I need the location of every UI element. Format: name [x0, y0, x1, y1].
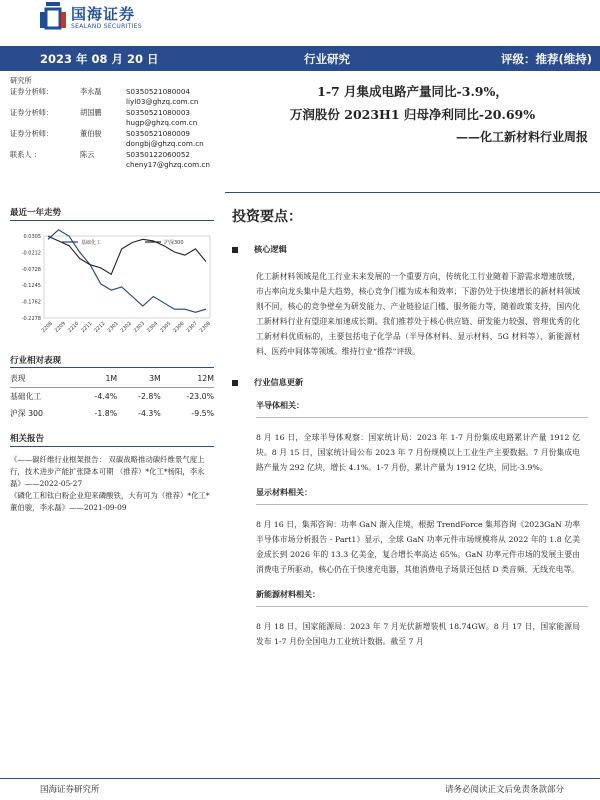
- report-rating: 评级：推荐(维持): [500, 52, 592, 66]
- x-tick-label: 2302: [119, 320, 133, 334]
- x-tick-label: 2301: [106, 320, 120, 334]
- display-paragraph: 8 月 16 日，集邦咨询：功率 GaN 渐入佳境，根据 TrendForce 集邦咨询《2023GaN 功率半导体市场分析报告 - Part1》显示，全球 GaN 功率元件市场规模将从 2022 年的 1.8 亿美金成长到 2026 年的 13.3 亿美金，复合增长率高达 65%。GaN 功率元件市场的发展主要由消费电子所驱动，核心仍在于快速充电器，其他消费电子场景还包括 D 类音频、无线充电等。: [256, 520, 580, 574]
- title-rule: [225, 192, 600, 193]
- analyst-name: 李永磊: [80, 86, 102, 96]
- analyst-role: [10, 97, 80, 108]
- analyst-name: 陈云: [80, 149, 95, 159]
- analyst-contact: S0350122060052: [126, 149, 191, 159]
- legend-label: 基础化工: [81, 240, 102, 246]
- analyst-name: [80, 139, 126, 150]
- performance-cell: 基础化工: [10, 392, 42, 401]
- analyst-row: [10, 160, 210, 171]
- square-bullet-icon: [232, 380, 238, 386]
- y-tick-label: 0.0305: [23, 234, 41, 240]
- analyst-row: [10, 108, 210, 119]
- chart-frame: [44, 236, 210, 318]
- report-date: 2023 年 08 月 20 日: [40, 52, 159, 66]
- analyst-row: [10, 150, 210, 161]
- sidebar: [0, 72, 215, 772]
- brand-logo: [40, 2, 180, 34]
- performance-label: 行业相对表现: [10, 356, 62, 366]
- x-tick-label: 2306: [172, 320, 186, 334]
- x-tick-label: 2210: [67, 320, 81, 334]
- analyst-contact: S0350521080003: [126, 107, 191, 117]
- analyst-row: [10, 139, 210, 150]
- analyst-row: [10, 129, 210, 140]
- x-tick-label: 2308: [198, 320, 212, 334]
- investment-heading: 投资要点：: [232, 209, 302, 225]
- analyst-role: 证券分析师：: [10, 86, 54, 96]
- x-tick-label: 2307: [185, 320, 199, 334]
- x-tick-label: 2208: [40, 320, 54, 334]
- related-rule: [10, 446, 214, 447]
- section-core-logic-title: 核心逻辑: [254, 244, 287, 254]
- x-tick-label: 2304: [146, 320, 160, 334]
- analyst-role: 联系人 ：: [10, 149, 42, 159]
- x-tick-label: 2305: [159, 320, 173, 334]
- x-tick-label: 2211: [80, 320, 94, 334]
- analyst-contact: hugp@ghzq.com.cn: [126, 118, 198, 127]
- y-tick-label: -0.1245: [21, 283, 41, 290]
- title-line-2: 万润股份 2023H1 归母净利同比-20.69%: [289, 107, 536, 122]
- logo-icon: [40, 2, 66, 30]
- performance-header-row: [10, 370, 214, 388]
- related-report-item[interactable]: 《——碳纤维行业框架报告： 双碳战略推动碳纤维景气度上行，技术进步产能扩张降本可期 （推荐）*化工*杨阳，李永磊》——2022-05-27: [10, 455, 205, 488]
- related-reports: [10, 454, 214, 514]
- performance-cell: -2.8%: [138, 392, 161, 401]
- brand-name-en: SEALAND SECURITIES: [71, 23, 142, 30]
- performance-header-cell: 表现: [10, 374, 26, 383]
- energy-paragraph: 8 月 18 日，国家能源局：2023 年 7 月光伏新增装机 18.74GW。8 月 17 日，国家能源局发布 1-7 月份全国电力工业统计数据。截至 7 月: [256, 622, 580, 646]
- analyst-row: [10, 87, 210, 98]
- analyst-role: [10, 160, 80, 171]
- footer-rule: [0, 778, 600, 779]
- report-title: [225, 80, 600, 149]
- analyst-role: [10, 139, 80, 150]
- square-bullet-icon: [232, 247, 238, 253]
- analyst-name: 胡国鹏: [80, 107, 102, 117]
- analyst-contact: liyl03@ghzq.com.cn: [126, 97, 199, 106]
- y-tick-label: -0.0728: [21, 266, 41, 273]
- y-tick-label: -0.2278: [21, 316, 41, 322]
- x-tick-label: 2303: [132, 320, 147, 334]
- legend-label: 沪深300: [164, 240, 184, 246]
- analyst-name: [80, 97, 126, 108]
- energy-heading: 新能源材料相关：: [256, 590, 320, 599]
- analyst-contact: cheny17@ghzq.com.cn: [126, 160, 210, 169]
- analyst-role: [10, 118, 80, 129]
- performance-cell: -4.3%: [138, 409, 161, 418]
- related-report-item[interactable]: 《磷化工和钛白粉企业迎来磷酸铁，大有可为（推荐）*化工*董伯骏，李永磊》——2021-09-09: [10, 491, 210, 512]
- semiconductor-heading: 半导体相关：: [256, 401, 304, 410]
- trend-chart: [10, 228, 215, 336]
- performance-header-cell: 12M: [197, 374, 214, 383]
- energy-rule: [256, 606, 588, 607]
- analyst-contact: S0350521080004: [126, 86, 191, 96]
- main-content: [232, 200, 580, 649]
- section-industry-update-title: 行业信息更新: [254, 377, 304, 387]
- brand-name-cn: 国海证券: [71, 5, 136, 23]
- performance-row: [10, 388, 214, 406]
- x-tick-label: 2212: [93, 320, 107, 334]
- y-tick-label: -0.0212: [21, 250, 41, 257]
- performance-table: [10, 370, 214, 422]
- related-label: 相关报告: [10, 434, 45, 444]
- report-type: 行业研究: [304, 52, 350, 66]
- performance-row: [10, 405, 214, 422]
- performance-cell: -9.5%: [191, 409, 214, 418]
- analyst-list: [10, 76, 210, 171]
- performance-cell: -4.4%: [94, 392, 118, 401]
- analyst-contact: dongbj@ghzq.com.cn: [126, 139, 204, 148]
- footer-disclaimer: 请务必阅读正文后免责条款部分: [444, 785, 564, 795]
- footer-institute: 国海证券研究所: [40, 785, 100, 795]
- performance-cell: -23.0%: [186, 392, 214, 401]
- performance-cell: 沪深 300: [10, 409, 43, 418]
- analyst-name: 董伯骏: [80, 128, 102, 138]
- analyst-role: 证券分析师：: [10, 107, 54, 117]
- display-rule: [256, 504, 588, 505]
- y-tick-label: -0.1762: [21, 299, 41, 306]
- section-core-logic: [232, 244, 580, 255]
- title-line-1: 1-7 月集成电路产量同比-3.9%，: [317, 84, 508, 99]
- trend-label: 最近一年走势: [10, 208, 62, 218]
- semiconductor-rule: [256, 417, 588, 418]
- analyst-row: [10, 97, 210, 108]
- semiconductor-paragraph: 8 月 16 日，全球半导体观察：国家统计局：2023 年 1-7 月份集成电路累计产量 1912 亿块。8 月 15 日，国家统计局公布 2023 年 7 月份规模以上工业生产主要数据。7 月份集成电路产量为 292 亿块，增长 4.1%。1-7 月份，累计产量为 1912 亿块，同比-3.9%。: [256, 433, 580, 472]
- performance-header-cell: 1M: [105, 374, 118, 383]
- performance-cell: -1.8%: [94, 409, 118, 418]
- analyst-role: 证券分析师：: [10, 128, 54, 138]
- analyst-contact: S0350521080009: [126, 128, 191, 138]
- performance-header-cell: 3M: [149, 374, 161, 383]
- section-industry-update: [232, 377, 580, 388]
- trend-rule: [10, 220, 214, 221]
- analyst-row: [10, 118, 210, 129]
- core-logic-paragraph: 化工新材料领域是化工行业未来发展的一个重要方向，传统化工行业随着下游需求增速放缓，市占率向龙头集中是大趋势，核心竞争门槛为成本和效率；下游仍处于快速增长的新材料领域则不同，核心的竞争壁垒为研发能力、产业链验证门槛、服务能力等，随着政策支持，国内化工新材料行业有望迎来加速成长期。我们推荐处于核心供应链、研发能力较强、管理优秀的化工新材料优质标的，主要包括电子化学品（半导体材料、显示材料、5G 材料等）、新能源材料、医药中间体等领域。维持行业“推荐”评级。: [256, 272, 580, 356]
- analyst-heading: 研究所: [10, 76, 32, 85]
- title-line-3: ——化工新材料行业周报: [455, 130, 588, 144]
- display-heading: 显示材料相关：: [256, 488, 312, 497]
- analyst-name: [80, 160, 126, 171]
- performance-rule: [10, 367, 214, 368]
- x-tick-label: 2209: [53, 320, 68, 334]
- header-bar: [0, 46, 600, 71]
- analyst-name: [80, 118, 126, 129]
